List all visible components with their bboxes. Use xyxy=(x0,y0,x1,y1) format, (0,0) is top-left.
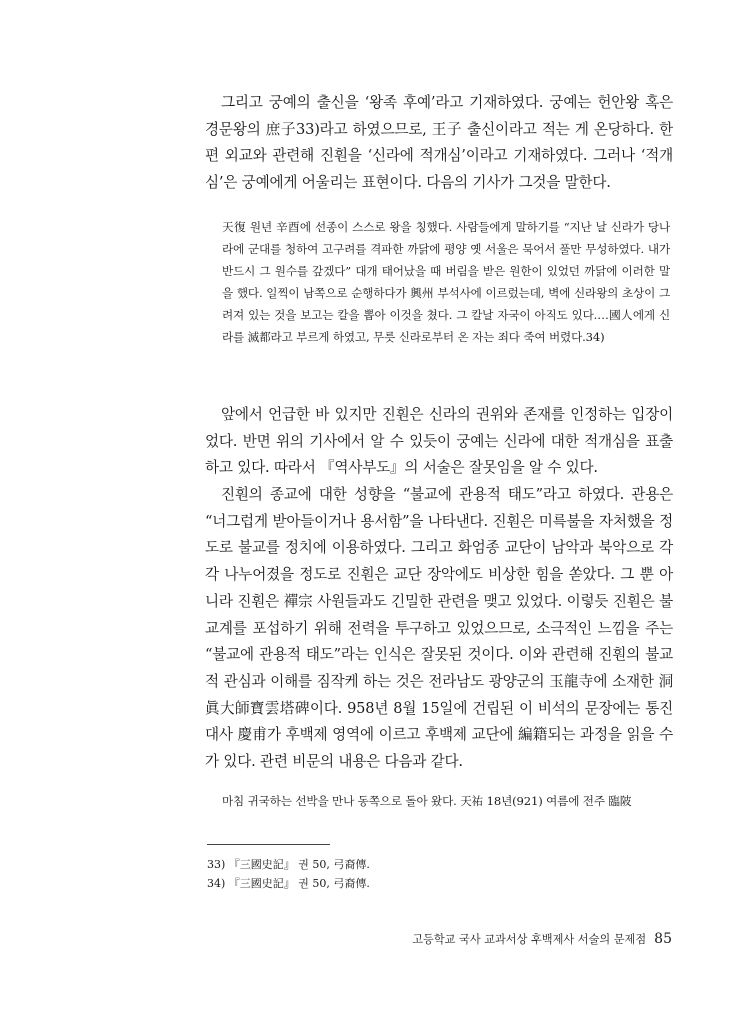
page-number: 85 xyxy=(654,931,672,947)
footnote-33: 33) 『三國史記』 권 50, 弓裔傳. xyxy=(207,858,370,871)
paragraph-2: 앞에서 언급한 바 있지만 진훤은 신라의 권위와 존재를 인정하는 입장이었다. 반면 위의 기사에서 알 수 있듯이 궁예는 신라에 대한 적개심을 표출하고 있다. 따라서 『역사부도』의 서술은 잘못임을 알 수 있다. xyxy=(205,406,673,477)
paragraph-3: 진훤의 종교에 대한 성향을 “불교에 관용적 태도”라고 하였다. 관용은 “너그럽게 받아들이거나 용서함”을 나타낸다. 진훤은 미륵불을 자처했을 정도로 불교를 정치에 이용하였다. 그리고 화엄종 교단이 남악과 북악으로 각각 나누어졌을 정도로 진훤은 교단 장악에도 비상한 힘을 쏟았다. 그 뿐 아니라 진훤은 禪宗 사원들과도 긴밀한 관련을 맺고 있었다. 이렇듯 진훤은 불교계를 포섭하기 위해 전력을 투구하고 있었으므로, 소극적인 느낌을 주는 “불교에 관용적 태도”라는 인식은 잘못된 것이다. 이와 관련해 진훤의 불교적 관심과 이해를 짐작케 하는 것은 전라남도 광양군의 玉龍寺에 소재한 洞眞大師寶雲塔碑이다. 958년 8월 15일에 건립된 이 비석의 문장에는 통진대사 慶甫가 후백제 영역에 이르고 후백제 교단에 編籍되는 과정을 읽을 수가 있다. 관련 비문의 내용은 다음과 같다. xyxy=(205,486,673,771)
paragraph-1: 그리고 궁예의 출신을 ‘왕족 후예’라고 기재하였다. 궁예는 헌안왕 혹은 경문왕의 庶子33)라고 하였으므로, 王子 출신이라고 적는 게 온당하다. 한편 외교와 관련해 진훤을 ‘신라에 적개심’이라고 기재하였다. 그러나 ‘적개심’은 궁예에게 어울리는 표현이다. 다음의 기사가 그것을 말한다. xyxy=(205,94,673,192)
quote-block-1: 天復 원년 辛酉에 선종이 스스로 왕을 칭했다. 사람들에게 말하기를 “지난 날 신라가 당나라에 군대를 청하여 고구려를 격파한 까닭에 평양 옛 서울은 묵어서 풀만 무성하였다. 내가 반드시 그 원수를 갚겠다” 대개 태어났을 때 버림을 받은 원한이 있었던 까닭에 이러한 말을 했다. 일찍이 남쪽으로 순행하다가 興州 부석사에 이르렀는데, 벽에 신라왕의 초상이 그려져 있는 것을 보고는 칼을 뽑아 이것을 쳤다. 그 칼날 자국이 아직도 있다.…國人에게 신라를 滅都라고 부르게 하였고, 무릇 신라로부터 온 자는 죄다 죽여 버렸다.34) xyxy=(222,220,670,345)
footnote-divider xyxy=(207,844,330,845)
running-head xyxy=(396,930,672,949)
footnote-34: 34) 『三國史記』 권 50, 弓裔傳. xyxy=(207,877,370,890)
quote-block-2: 마침 귀국하는 선박을 만나 동쪽으로 돌아 왔다. 天祐 18년(921) 여름에 전주 臨陂 xyxy=(222,794,632,808)
running-head-title: 고등학교 국사 교과서상 후백제사 서술의 문제점 xyxy=(412,933,647,946)
